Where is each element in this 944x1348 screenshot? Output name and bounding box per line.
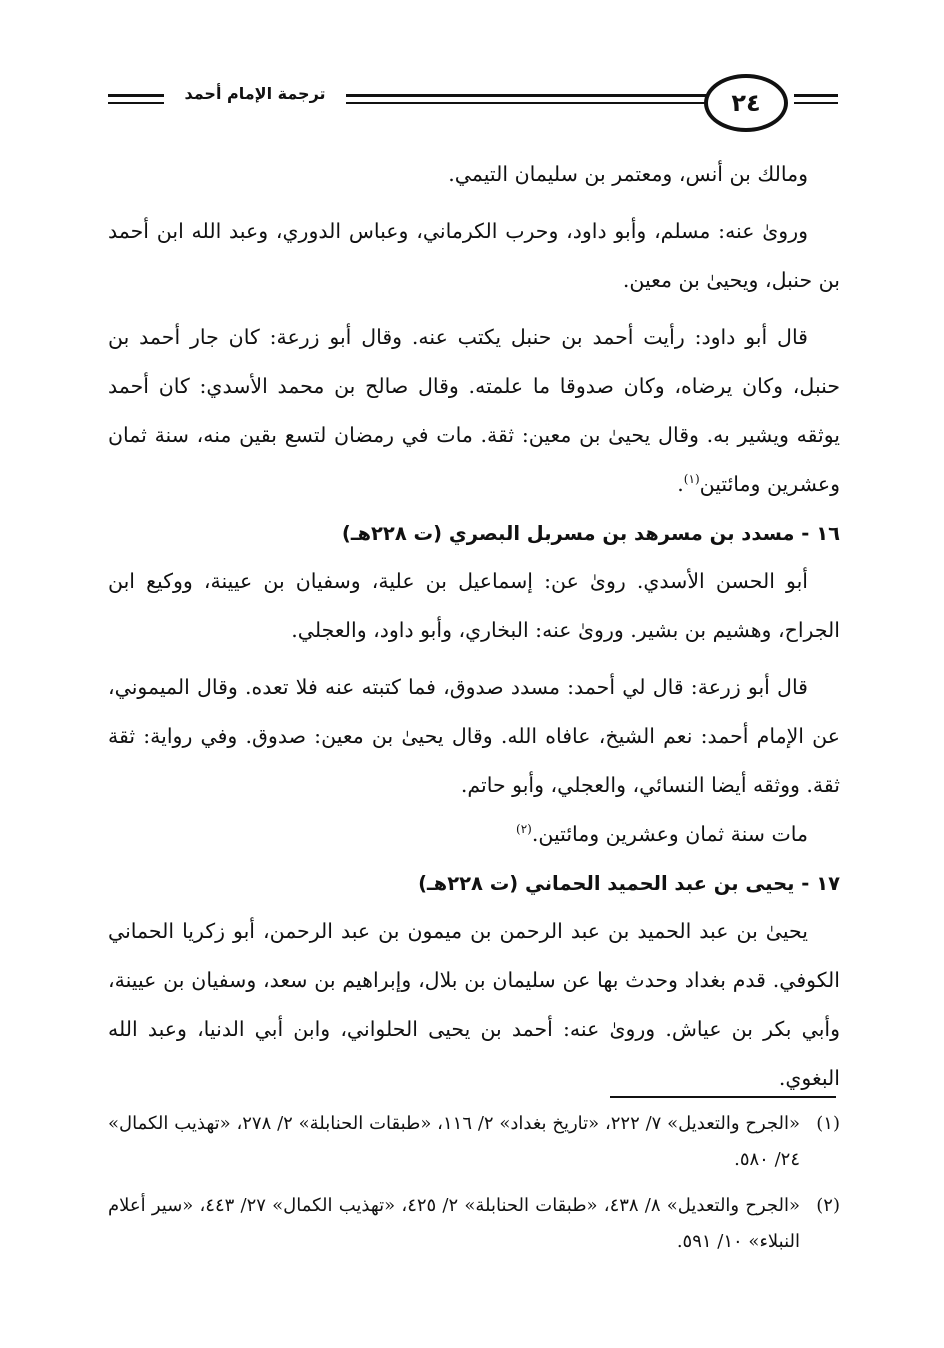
paragraph: أبو الحسن الأسدي. روىٰ عن: إسماعيل بن علية، وسفيان بن عيينة، ووكيع ابن الجراح، وهشيم بن بشير. وروىٰ عنه: البخاري، وأبو داود، والعجلي. [108,569,840,642]
footnote-ref: (٢) [516,822,532,837]
header-rule-end-thin [794,102,838,104]
page-header [108,62,838,142]
footnote-marker: (٢) [816,1195,840,1216]
entry-title: مسدد بن مسرهد بن مسربل البصري (ت ٢٢٨هـ) [341,522,795,545]
footnote-ref: (١) [683,472,700,487]
footnotes [108,1106,840,1270]
footnote-text: «الجرح والتعديل» ٨/ ٤٣٨، «طبقات الحنابلة» ٢/ ٤٢٥، «تهذيب الكمال» ٢٧/ ٤٤٣، «سير أعلام النبلاء» ١٠/ ٥٩١. [108,1195,800,1252]
paragraph [108,810,840,859]
footnote-marker: (١) [816,1113,840,1134]
header-rule-right [346,94,738,97]
entry-dash: - [801,522,810,545]
entry-number: ١٦ [816,522,840,545]
paragraph: ومالك بن أنس، ومعتمر بن سليمان التيمي. [448,162,808,186]
footnote [108,1106,840,1178]
paragraph-text: قال أبو داود: رأيت أحمد بن حنبل يكتب عنه. وقال أبو زرعة: كان جار أحمد بن حنبل، وكان يرضاه، وكان صدوقا ما علمته. وقال صالح بن محمد الأسدي: كان أحمد يوثقه ويشير به. وقال يحيىٰ بن معين: ثقة. مات في رمضان لتسع بقين منه، سنة ثمان وعشرين ومائتين [108,325,840,496]
page-number: ٢٤ [704,74,788,132]
paragraph [108,313,840,509]
header-rule-left-thin [108,102,164,104]
entry-number: ١٧ [816,872,840,895]
paragraph: قال أبو زرعة: قال لي أحمد: مسدد صدوق، فما كتبته عنه فلا تعده. وقال الميموني، عن الإمام أحمد: نعم الشيخ، عافاه الله. وقال يحيىٰ بن معين: صدوق. وفي رواية: ثقة ثقة. ووثقه أيضا النسائي، والعجلي، وأبو حاتم. [108,675,840,797]
header-rule-right-thin [346,102,738,104]
footnote-text: «الجرح والتعديل» ٧/ ٢٢٢، «تاريخ بغداد» ٢/ ١١٦، «طبقات الحنابلة» ٢/ ٢٧٨، «تهذيب الكمال» ٢٤/ ٥٨٠. [108,1113,800,1170]
entry-title: يحيى بن عبد الحميد الحماني (ت ٢٢٨هـ) [418,872,795,895]
paragraph: وروىٰ عنه: مسلم، وأبو داود، وحرب الكرماني، وعباس الدوري، وعبد الله ابن أحمد بن حنبل، ويحيىٰ بن معين. [108,219,840,292]
entry-heading [108,511,840,557]
paragraph: يحيىٰ بن عبد الحميد بن عبد الرحمن بن ميمون بن عبد الرحمن، أبو زكريا الحماني الكوفي. قدم بغداد وحدث بها عن سليمان بن بلال، وإبراهيم بن سعد، وسفيان بن عيينة، وأبي بكر بن عياش. وروىٰ عنه: أحمد بن يحيى الحلواني، وابن أبي الدنيا، وعبد الله البغوي. [108,919,840,1090]
entry-heading [108,861,840,907]
paragraph-text: مات سنة ثمان وعشرين ومائتين. [531,822,808,846]
footnote-separator [610,1096,836,1098]
entry-dash: - [801,872,810,895]
body-text [108,150,840,1103]
sentence-end: . [677,472,684,496]
header-rule-end [794,94,838,97]
footnote [108,1188,840,1260]
running-title: ترجمة الإمام أحمد [170,84,340,103]
header-rule-left [108,94,164,97]
